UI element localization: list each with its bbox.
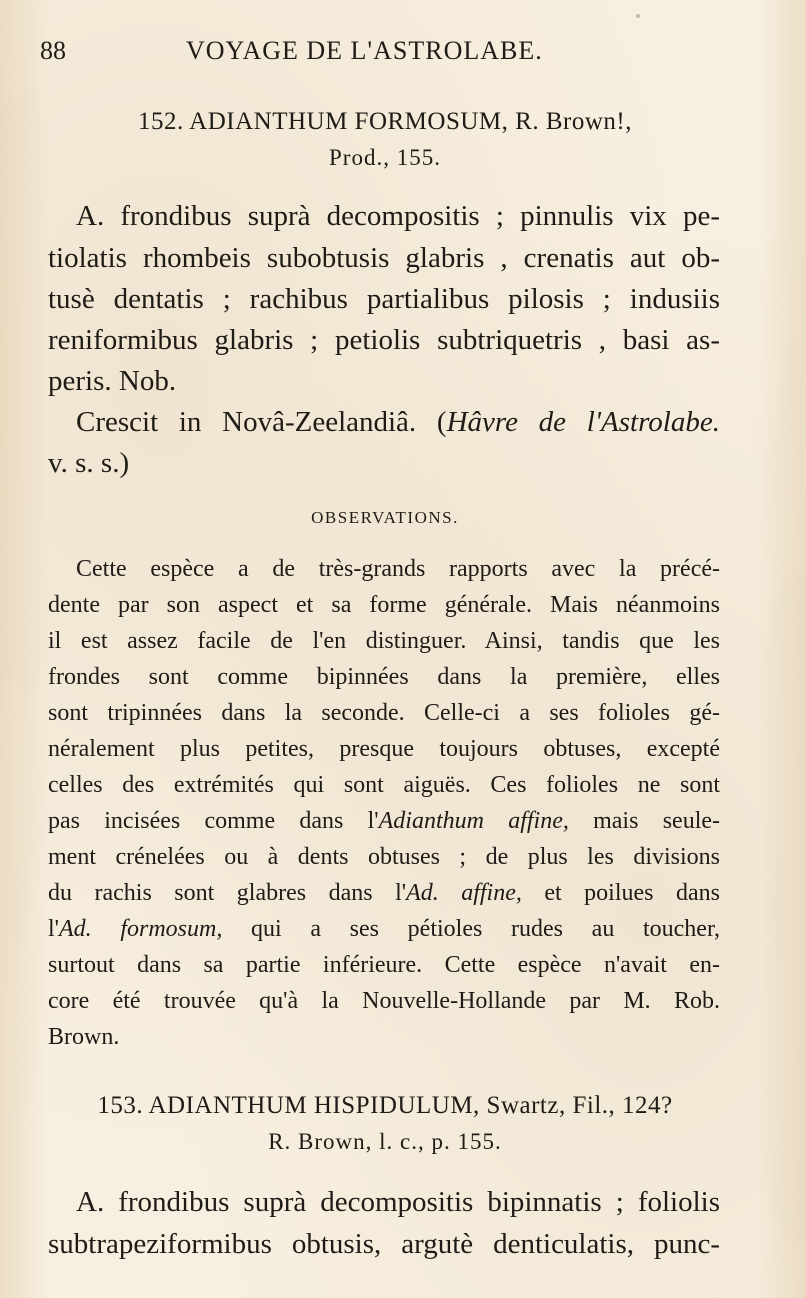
page-number: 88: [40, 36, 66, 65]
entry-152-desc-line: reniformibus glabris ; petiolis subtriquetris , basi as-: [48, 324, 720, 356]
species-name: Ad. affine,: [406, 880, 522, 906]
entry-152-specimen-note: v. s. s.): [48, 447, 130, 479]
observation-line: dente par son aspect et sa forme générale. Mais néanmoins: [48, 592, 720, 618]
observation-line: il est assez facile de l'en distinguer. Ainsi, tandis que les: [48, 628, 720, 654]
entry-153-desc-line: subtrapeziformibus obtusis, argutè denticulatis, punc-: [48, 1228, 720, 1260]
observation-line: frondes sont comme bipinnées dans la première, elles: [48, 664, 720, 690]
observation-line: Brown.: [48, 1024, 120, 1050]
observation-text: du rachis sont glabres dans l': [48, 880, 407, 906]
observation-line: celles des extrémités qui sont aiguës. Ces folioles ne sont: [48, 772, 720, 798]
entry-152-heading: 152. ADIANTHUM FORMOSUM, R. Brown!,: [138, 108, 632, 135]
observation-line: ment crénelées ou à dents obtuses ; de plus les divisions: [48, 844, 720, 870]
observation-line: [48, 916, 720, 943]
entry-153-reference: R. Brown, l. c., p. 155.: [268, 1129, 502, 1154]
observation-line: core été trouvée qu'à la Nouvelle-Hollande par M. Rob.: [48, 988, 720, 1014]
paper-speck: [636, 14, 640, 18]
observation-text: pas incisées comme dans l': [48, 808, 379, 834]
observation-text: qui a ses pétioles rudes au toucher,: [222, 916, 720, 942]
entry-153-heading: 153. ADIANTHUM HISPIDULUM, Swartz, Fil., 124?: [97, 1092, 673, 1119]
observation-line: [48, 880, 720, 907]
observation-text: et poilues dans: [521, 880, 720, 906]
observation-line: néralement plus petites, presque toujours obtuses, excepté: [48, 736, 720, 762]
species-name: Adianthum affine,: [378, 808, 569, 834]
entry-152-reference: Prod., 155.: [329, 145, 441, 170]
observation-line: [48, 808, 720, 835]
observations-title: OBSERVATIONS.: [311, 508, 459, 527]
entry-152-locality: [76, 406, 720, 439]
species-name: Ad. formosum,: [59, 916, 223, 942]
observation-line: Cette espèce a de très-grands rapports avec la précé-: [76, 556, 720, 582]
entry-153-desc-line: A. frondibus suprà decompositis bipinnatis ; foliolis: [76, 1186, 720, 1218]
entry-152-desc-line: A. frondibus suprà decompositis ; pinnulis vix pe-: [76, 200, 720, 232]
observation-text: mais seule-: [568, 808, 721, 834]
observation-line: sont tripinnées dans la seconde. Celle-ci a ses folioles gé-: [48, 700, 720, 726]
observation-text: l': [48, 916, 59, 942]
entry-152-desc-line: tusè dentatis ; rachibus partialibus pilosis ; indusiis: [48, 283, 720, 315]
entry-152-desc-line: tiolatis rhombeis subobtusis glabris , crenatis aut ob-: [48, 242, 720, 274]
locality-text: Crescit in Novâ-Zeelandiâ. (: [76, 406, 447, 438]
entry-152-desc-line: peris. Nob.: [48, 365, 177, 397]
running-title: VOYAGE DE L'ASTROLABE.: [186, 36, 543, 65]
locality-place: Hâvre de l'Astrolabe.: [446, 406, 720, 438]
observation-line: surtout dans sa partie inférieure. Cette espèce n'avait en-: [48, 952, 720, 978]
